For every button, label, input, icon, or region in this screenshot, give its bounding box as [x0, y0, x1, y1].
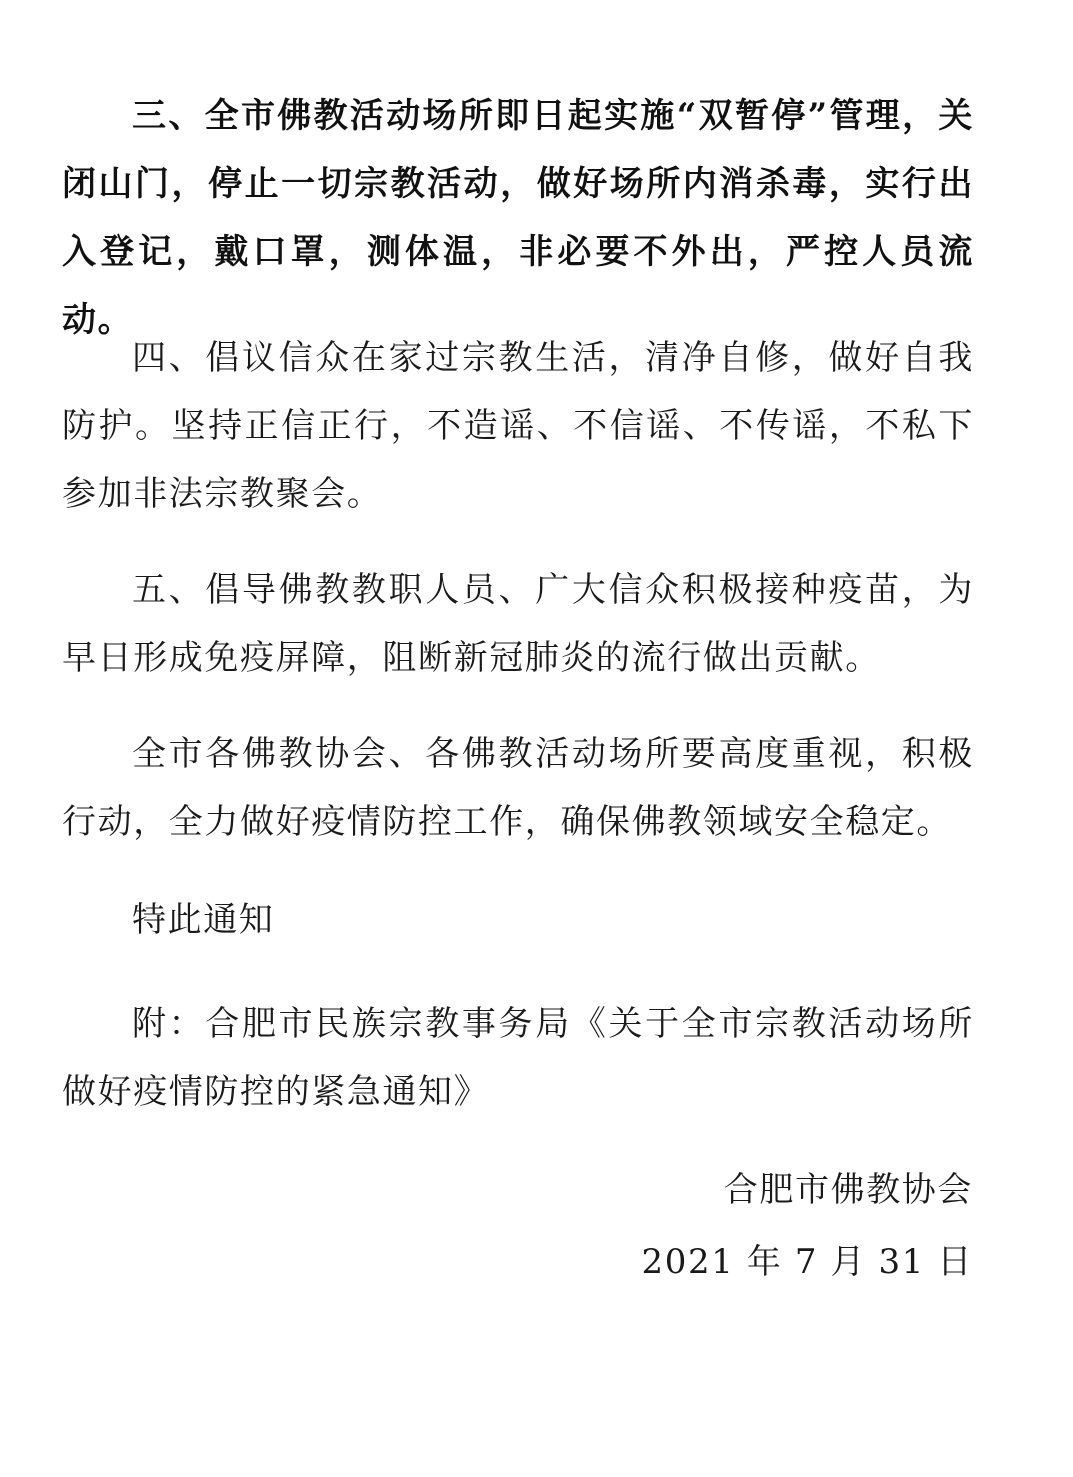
paragraph-item-three: 三、全市佛教活动场所即日起实施“双暂停”管理，关闭山门，停止一切宗教活动，做好场所内消杀毒，实行出入登记，戴口罩，测体温，非必要不外出，严控人员流动。 [62, 96, 974, 340]
signature-organization: 合肥市佛教协会 [723, 1170, 973, 1210]
paragraph-attachment: 附：合肥市民族宗教事务局《关于全市宗教活动场所做好疫情防控的紧急通知》 [62, 1004, 974, 1112]
paragraph-notice: 特此通知 [132, 900, 275, 940]
paragraph-item-four: 四、倡议信众在家过宗教生活，清净自修，做好自我防护。坚持正信正行，不造谣、不信谣、不传谣，不私下参加非法宗教聚会。 [62, 338, 974, 514]
signature-date: 2021 年 7 月 31 日 [641, 1242, 973, 1282]
paragraph-item-five: 五、倡导佛教教职人员、广大信众积极接种疫苗，为早日形成免疫屏障，阻断新冠肺炎的流行做出贡献。 [62, 570, 974, 678]
paragraph-closing: 全市各佛教协会、各佛教活动场所要高度重视，积极行动，全力做好疫情防控工作，确保佛教领域安全稳定。 [62, 734, 974, 842]
